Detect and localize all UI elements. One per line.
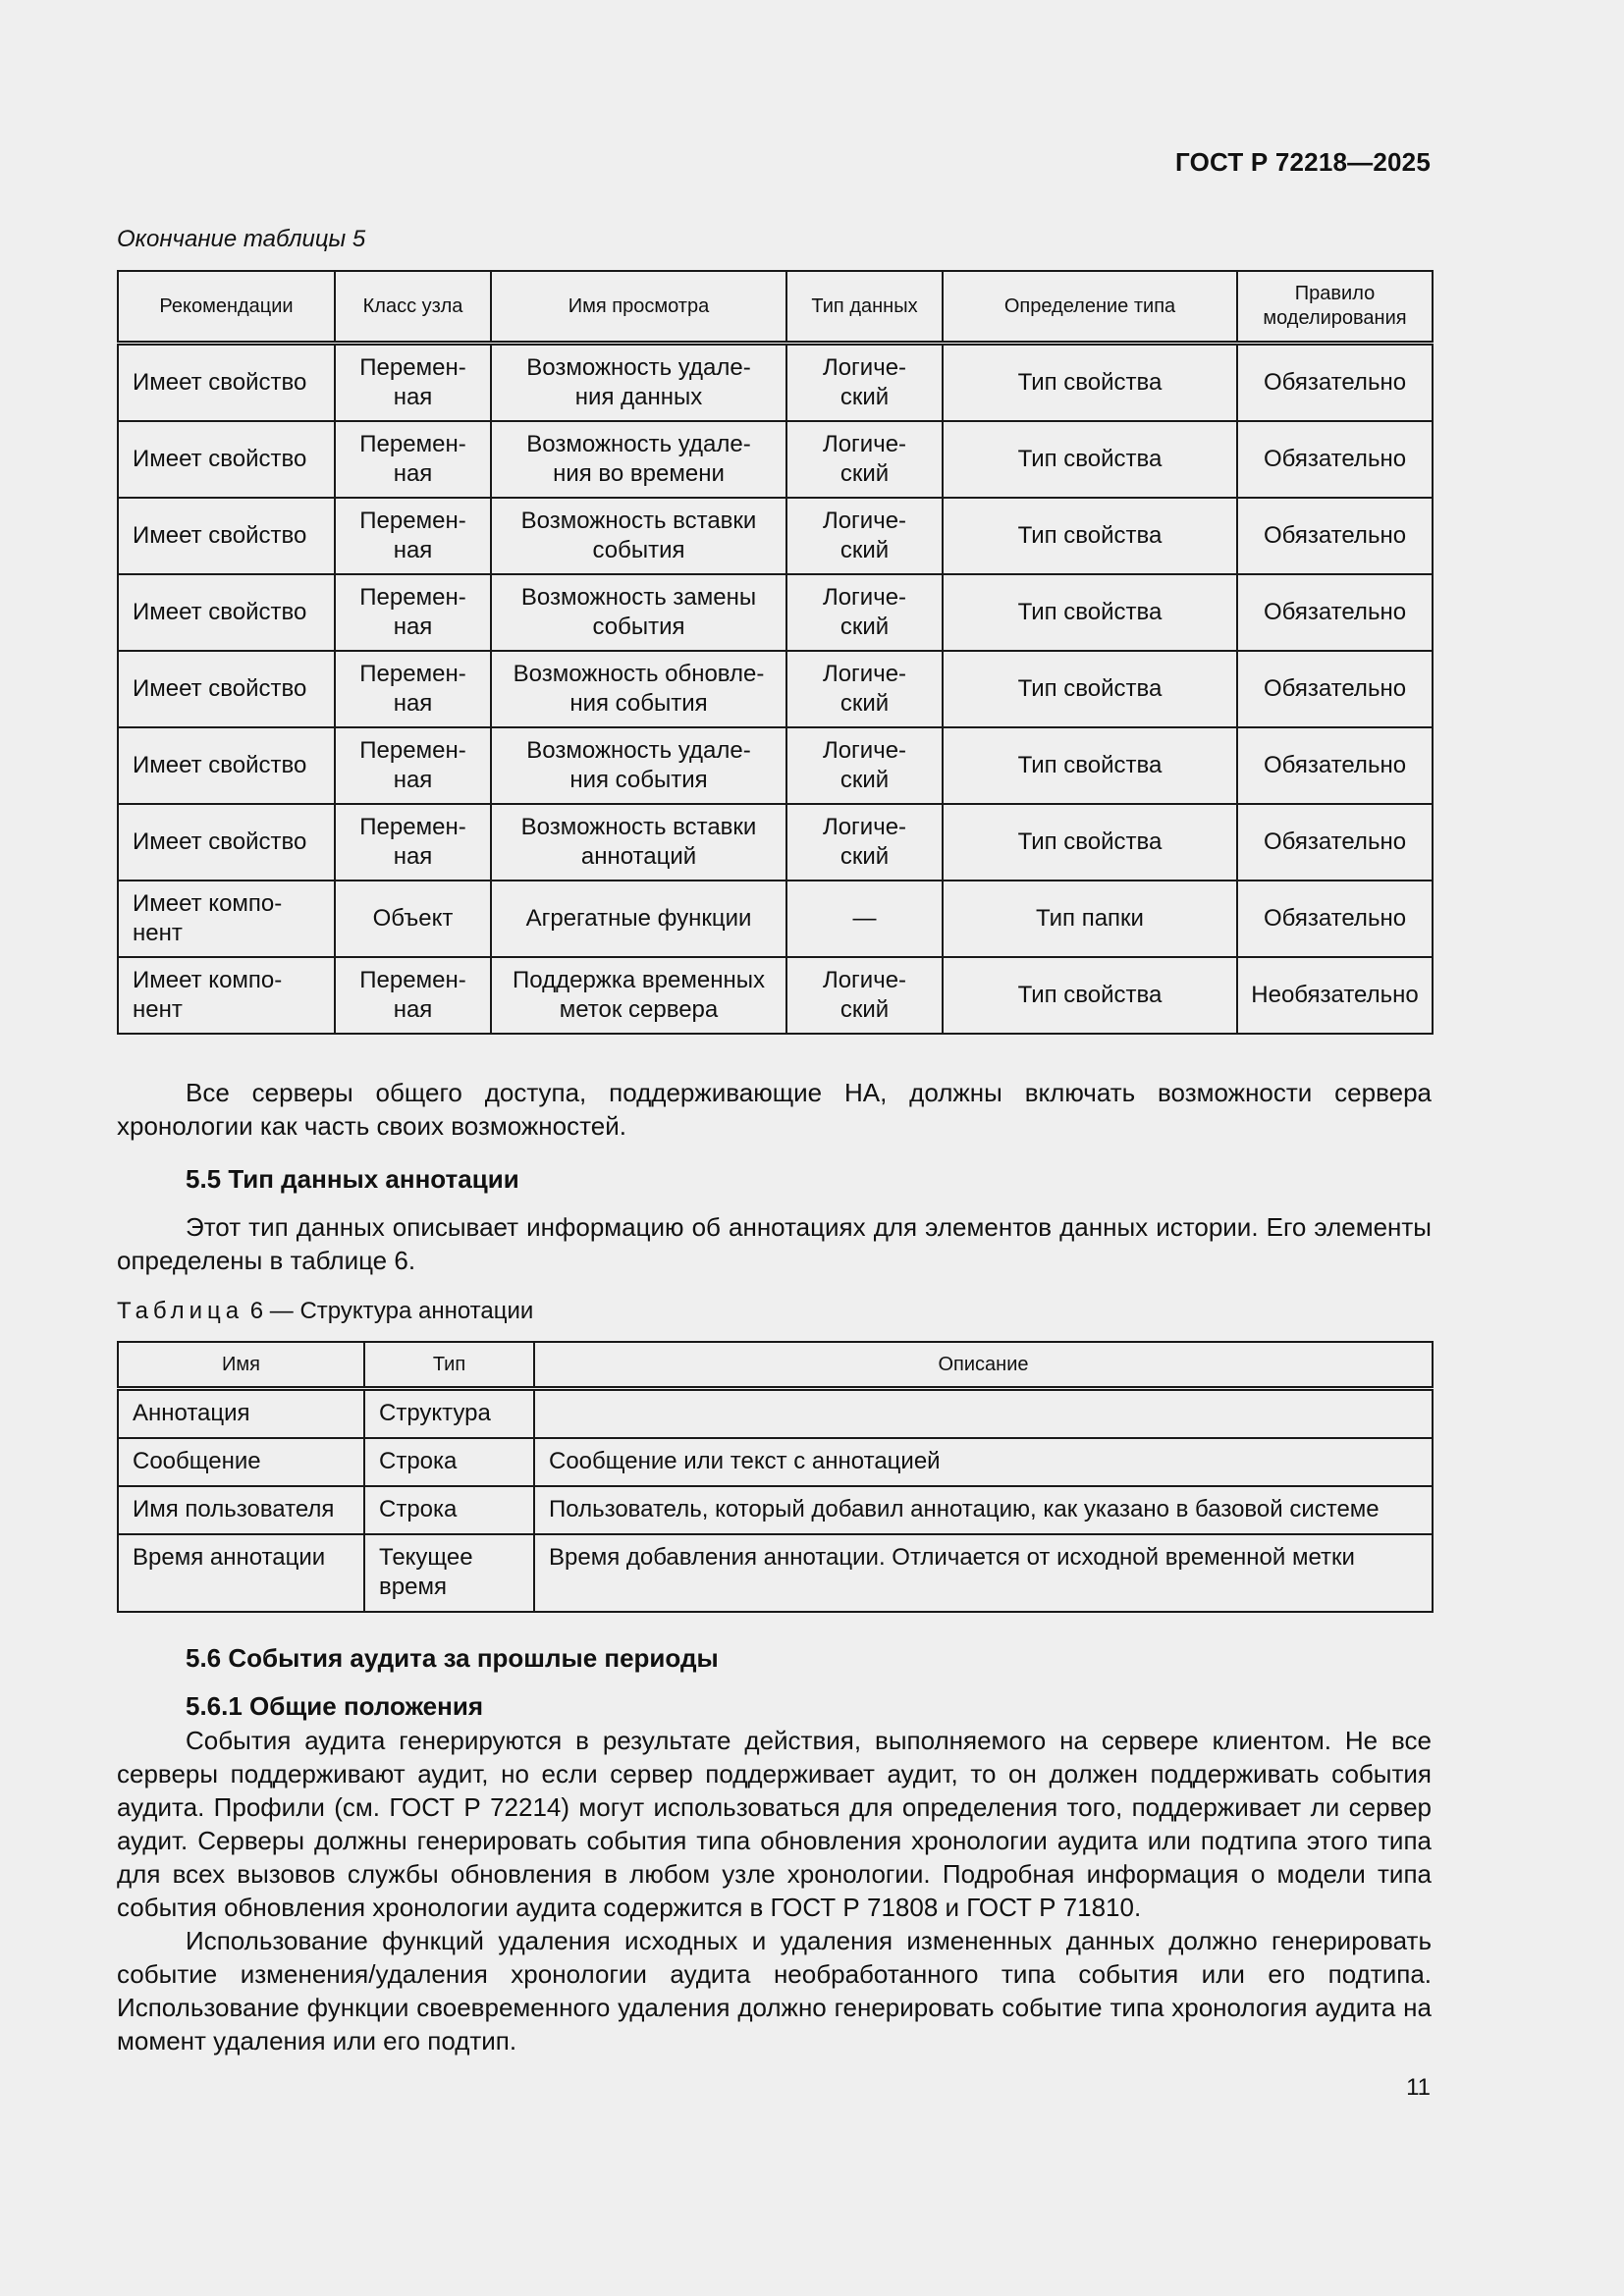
table5-header-cell: Тип данных xyxy=(786,271,943,344)
table-cell: Возможность удале- ния данных xyxy=(491,344,786,422)
table-5 xyxy=(117,270,1434,1035)
table-cell: Перемен- ная xyxy=(335,574,491,651)
table-cell: Имеет свойство xyxy=(118,421,335,498)
table-cell: Тип свойства xyxy=(943,957,1237,1034)
table-cell: Логиче- ский xyxy=(786,421,943,498)
table6-caption-label: Таблица xyxy=(117,1298,244,1324)
table-cell: Перемен- ная xyxy=(335,957,491,1034)
table-cell: Перемен- ная xyxy=(335,421,491,498)
section-5-6-1-para2: Использование функций удаления исходных и удаления измененных данных должно генерировать событие изменения/удаления хронологии аудита необработанного типа события или его подтипа. Использование функции своевременного удаления должно генерировать событие типа хронология аудита на момент удаления или его подтип. xyxy=(117,1926,1432,2056)
table6-header-row xyxy=(118,1342,1433,1389)
table-row xyxy=(118,1438,1433,1486)
section-5-6-1-heading: 5.6.1 Общие положения xyxy=(186,1691,483,1721)
table-cell: Сообщение xyxy=(118,1438,364,1486)
table-row xyxy=(118,881,1433,957)
table-cell: Тип свойства xyxy=(943,421,1237,498)
table-cell: Обязательно xyxy=(1237,498,1433,574)
table-cell: Сообщение или текст с аннотацией xyxy=(534,1438,1433,1486)
table-cell: Агрегатные функции xyxy=(491,881,786,957)
table-cell: Перемен- ная xyxy=(335,727,491,804)
table-cell: Логиче- ский xyxy=(786,344,943,422)
table-cell: Обязательно xyxy=(1237,804,1433,881)
section-5-5-text: Этот тип данных описывает информацию об аннотациях для элементов данных истории. Его элементы определены в таблице 6. xyxy=(117,1212,1432,1275)
standard-number: ГОСТ Р 72218—2025 xyxy=(1175,147,1431,177)
table-cell: Обязательно xyxy=(1237,651,1433,727)
table-cell: Имеет свойство xyxy=(118,574,335,651)
table-cell: Возможность вставки аннотаций xyxy=(491,804,786,881)
table-cell: Имеет свойство xyxy=(118,651,335,727)
table-cell: Обязательно xyxy=(1237,727,1433,804)
table-cell: Текущее время xyxy=(364,1534,534,1612)
table-cell: — xyxy=(786,881,943,957)
table-row xyxy=(118,344,1433,422)
table6-caption-rest: 6 — Структура аннотации xyxy=(249,1298,534,1324)
table-cell: Тип свойства xyxy=(943,651,1237,727)
table5-header-cell: Имя просмотра xyxy=(491,271,786,344)
table-cell: Логиче- ский xyxy=(786,957,943,1034)
table6-header-cell: Описание xyxy=(534,1342,1433,1389)
table-cell: Имеет свойство xyxy=(118,727,335,804)
table-row xyxy=(118,651,1433,727)
section-5-5-heading: 5.5 Тип данных аннотации xyxy=(186,1164,519,1194)
table-row xyxy=(118,1389,1433,1439)
table-cell: Логиче- ский xyxy=(786,651,943,727)
table-cell: Объект xyxy=(335,881,491,957)
table-cell: Перемен- ная xyxy=(335,804,491,881)
table-row xyxy=(118,804,1433,881)
table-6 xyxy=(117,1341,1434,1613)
table5-header-row xyxy=(118,271,1433,344)
table6-caption xyxy=(117,1298,533,1325)
section-5-6-1-para1: События аудита генерируются в результате действия, выполняемого на сервере клиентом. Не все серверы поддерживают аудит, но если сервер поддерживает аудит, то он должен поддерживать события аудита. Профили (см. ГОСТ Р 72214) могут использоваться для определения того, поддерживает ли сервер аудит. Серверы должны генерировать события типа обновления хронологии аудита или подтипа этого типа для всех вызовов службы обновления в любом узле хронологии. Подробная информация о модели типа события обновления хронологии аудита содержится в ГОСТ Р 71808 и ГОСТ Р 71810. xyxy=(117,1726,1432,1922)
table5-header-cell: Рекомендации xyxy=(118,271,335,344)
table-cell: Имеет компо- нент xyxy=(118,957,335,1034)
table-cell: Имеет свойство xyxy=(118,344,335,422)
table-cell xyxy=(534,1389,1433,1439)
table-row xyxy=(118,421,1433,498)
table-row xyxy=(118,957,1433,1034)
table-cell: Обязательно xyxy=(1237,421,1433,498)
section-5-6-heading: 5.6 События аудита за прошлые периоды xyxy=(186,1643,719,1673)
table-row xyxy=(118,498,1433,574)
table-cell: Тип свойства xyxy=(943,574,1237,651)
table-row xyxy=(118,574,1433,651)
table-cell: Логиче- ский xyxy=(786,804,943,881)
table-cell: Имеет свойство xyxy=(118,498,335,574)
table-cell: Тип папки xyxy=(943,881,1237,957)
table-cell: Логиче- ский xyxy=(786,727,943,804)
table-cell: Строка xyxy=(364,1438,534,1486)
table-cell: Имя пользователя xyxy=(118,1486,364,1534)
table-cell: Тип свойства xyxy=(943,344,1237,422)
table-cell: Перемен- ная xyxy=(335,498,491,574)
table-cell: Необязательно xyxy=(1237,957,1433,1034)
table-cell: Возможность удале- ния во времени xyxy=(491,421,786,498)
table-cell: Обязательно xyxy=(1237,574,1433,651)
page-number: 11 xyxy=(1406,2074,1431,2101)
table-cell: Аннотация xyxy=(118,1389,364,1439)
table-cell: Поддержка временных меток сервера xyxy=(491,957,786,1034)
table-cell: Возможность обновле- ния события xyxy=(491,651,786,727)
table-cell: Возможность удале- ния события xyxy=(491,727,786,804)
table-cell: Возможность замены события xyxy=(491,574,786,651)
table-cell: Логиче- ский xyxy=(786,574,943,651)
table-cell: Перемен- ная xyxy=(335,344,491,422)
table5-header-cell: Определение типа xyxy=(943,271,1237,344)
paragraph-ha-servers: Все серверы общего доступа, поддерживающие НА, должны включать возможности сервера хронологии как часть своих возможностей. xyxy=(117,1078,1432,1141)
table6-header-cell: Имя xyxy=(118,1342,364,1389)
table-cell: Тип свойства xyxy=(943,804,1237,881)
table-row xyxy=(118,1534,1433,1612)
table6-header-cell: Тип xyxy=(364,1342,534,1389)
table-cell: Строка xyxy=(364,1486,534,1534)
table5-header-cell: Класс узла xyxy=(335,271,491,344)
table-cell: Тип свойства xyxy=(943,498,1237,574)
table-cell: Тип свойства xyxy=(943,727,1237,804)
table-cell: Пользователь, который добавил аннотацию, как указано в базовой системе xyxy=(534,1486,1433,1534)
table-cell: Обязательно xyxy=(1237,881,1433,957)
table-row xyxy=(118,727,1433,804)
table-cell: Возможность вставки события xyxy=(491,498,786,574)
table-cell: Структура xyxy=(364,1389,534,1439)
table-cell: Логиче- ский xyxy=(786,498,943,574)
table5-continuation-caption: Окончание таблицы 5 xyxy=(117,226,366,252)
table-cell: Имеет свойство xyxy=(118,804,335,881)
table5-header-cell: Правило моделирования xyxy=(1237,271,1433,344)
table-row xyxy=(118,1486,1433,1534)
table-cell: Время аннотации xyxy=(118,1534,364,1612)
table-cell: Перемен- ная xyxy=(335,651,491,727)
table-cell: Время добавления аннотации. Отличается от исходной временной метки xyxy=(534,1534,1433,1612)
table-cell: Обязательно xyxy=(1237,344,1433,422)
table-cell: Имеет компо- нент xyxy=(118,881,335,957)
